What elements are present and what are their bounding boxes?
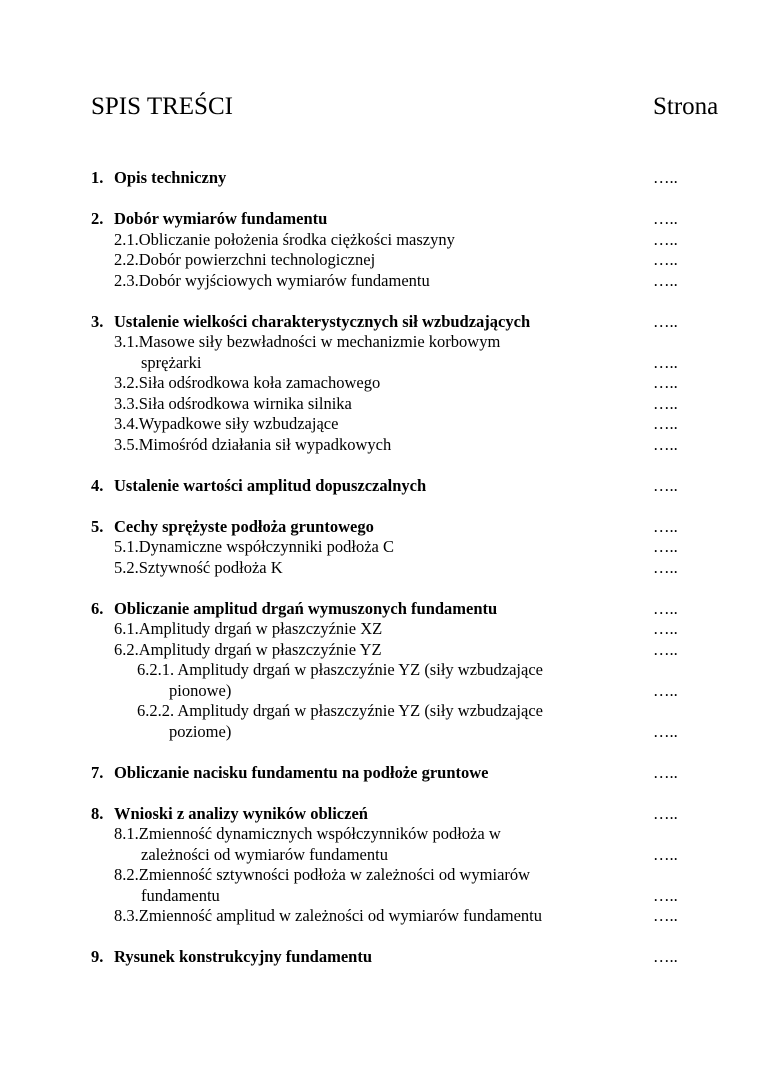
section-number: 2.	[91, 209, 104, 228]
toc-subsection-line	[0, 271, 760, 292]
page-number-placeholder: …..	[653, 229, 678, 249]
subsection-title: 3.2.Siła odśrodkowa koła zamachowego	[114, 373, 381, 392]
toc-subsection-line	[0, 640, 760, 661]
page-number-placeholder: …..	[653, 844, 678, 864]
toc-subsection-line	[0, 435, 760, 456]
section-title: Ustalenie wartości amplitud dopuszczalnych	[114, 475, 427, 495]
toc-section	[0, 312, 760, 456]
table-of-contents	[0, 168, 760, 988]
toc-section-heading	[0, 947, 760, 968]
subsection-title: 6.1.Amplitudy drgań w płaszczyźnie XZ	[114, 619, 383, 638]
page-number-placeholder: …..	[653, 352, 678, 372]
subsection-title: 2.2.Dobór powierzchni technologicznej	[114, 250, 376, 269]
page-number-placeholder: …..	[653, 537, 678, 556]
page-number-placeholder: …..	[653, 475, 678, 495]
section-number: 1.	[91, 168, 104, 187]
page-title: SPIS TREŚCI	[91, 93, 233, 120]
toc-section	[0, 209, 760, 291]
toc-section	[0, 476, 760, 497]
subsection-title: 2.1.Obliczanie położenia środka ciężkości maszyny	[114, 229, 455, 249]
page-column-header: Strona	[653, 93, 719, 120]
page-number-placeholder: …..	[653, 311, 678, 331]
section-title: Dobór wymiarów fundamentu	[114, 209, 328, 228]
section-number: 7.	[91, 762, 104, 782]
subsubsection-title: pionowe)	[169, 680, 232, 700]
toc-subsection-line	[0, 824, 760, 845]
subsection-title: 3.3.Siła odśrodkowa wirnika silnika	[114, 393, 352, 413]
section-number: 8.	[91, 803, 104, 823]
section-title: Obliczanie nacisku fundamentu na podłoże gruntowe	[114, 762, 489, 782]
subsection-title: 2.3.Dobór wyjściowych wymiarów fundamentu	[114, 270, 430, 290]
toc-subsection-line	[0, 230, 760, 251]
subsection-title: 5.2.Sztywność podłoża K	[114, 557, 283, 577]
subsection-title: zależności od wymiarów fundamentu	[141, 844, 388, 864]
section-number: 3.	[91, 311, 104, 331]
subsection-title: 3.4.Wypadkowe siły wzbudzające	[114, 414, 339, 433]
subsection-title: 5.1.Dynamiczne współczynniki podłoża C	[114, 537, 394, 556]
page-number-placeholder: …..	[653, 557, 678, 577]
section-number: 6.	[91, 598, 104, 618]
toc-subsection-line	[0, 865, 760, 886]
toc-subsection-line	[0, 250, 760, 271]
toc-subsection-line	[0, 537, 760, 558]
page-number-placeholder: …..	[653, 906, 678, 925]
section-title: Rysunek konstrukcyjny fundamentu	[114, 947, 372, 966]
toc-subsection-line	[0, 394, 760, 415]
toc-subsection-line	[0, 332, 760, 353]
toc-subsection-line	[0, 845, 760, 866]
toc-subsubsection-line	[0, 701, 760, 722]
toc-section	[0, 763, 760, 784]
page-number-placeholder: …..	[653, 803, 678, 823]
page-number-placeholder: …..	[653, 598, 678, 618]
toc-section	[0, 599, 760, 743]
page-number-placeholder: …..	[653, 270, 678, 290]
subsection-title: 8.3.Zmienność amplitud w zależności od wymiarów fundamentu	[114, 906, 542, 925]
page-number-placeholder: …..	[653, 414, 678, 433]
subsection-title: fundamentu	[141, 885, 220, 905]
toc-section	[0, 947, 760, 968]
subsubsection-title: 6.2.2. Amplitudy drgań w płaszczyźnie YZ (siły wzbudzające	[137, 701, 543, 720]
toc-subsubsection-line	[0, 660, 760, 681]
page-number-placeholder: …..	[653, 168, 678, 187]
subsection-title: 3.5.Mimośród działania sił wypadkowych	[114, 434, 392, 454]
page-number-placeholder: …..	[653, 516, 678, 536]
subsubsection-title: 6.2.1. Amplitudy drgań w płaszczyźnie YZ (siły wzbudzające	[137, 660, 543, 679]
toc-subsection-line	[0, 886, 760, 907]
toc-subsection-line	[0, 558, 760, 579]
page-number-placeholder: …..	[653, 250, 678, 269]
subsubsection-title: poziome)	[169, 721, 232, 741]
toc-section	[0, 804, 760, 927]
page-number-placeholder: …..	[653, 885, 678, 905]
page-number-placeholder: …..	[653, 373, 678, 392]
section-number: 5.	[91, 516, 104, 536]
subsection-title: 8.2.Zmienność sztywności podłoża w zależności od wymiarów	[114, 865, 531, 884]
section-title: Opis techniczny	[114, 168, 227, 187]
page-number-placeholder: …..	[653, 639, 678, 659]
toc-section-heading	[0, 804, 760, 825]
section-title: Cechy sprężyste podłoża gruntowego	[114, 516, 374, 536]
toc-section-heading	[0, 476, 760, 497]
page-number-placeholder: …..	[653, 947, 678, 966]
toc-section-heading	[0, 168, 760, 189]
subsection-title: 8.1.Zmienność dynamicznych współczynników podłoża w	[114, 824, 501, 843]
toc-subsection-line	[0, 906, 760, 927]
section-title: Ustalenie wielkości charakterystycznych sił wzbudzających	[114, 311, 531, 331]
toc-subsection-line	[0, 619, 760, 640]
toc-subsection-line	[0, 373, 760, 394]
toc-section-heading	[0, 517, 760, 538]
page-number-placeholder: …..	[653, 680, 678, 700]
page-number-placeholder: …..	[653, 762, 678, 782]
section-number: 9.	[91, 947, 104, 966]
page-number-placeholder: …..	[653, 209, 678, 228]
toc-subsubsection-line	[0, 681, 760, 702]
subsection-title: 6.2.Amplitudy drgań w płaszczyźnie YZ	[114, 639, 382, 659]
toc-section-heading	[0, 599, 760, 620]
toc-subsubsection-line	[0, 722, 760, 743]
toc-subsection-line	[0, 353, 760, 374]
page-number-placeholder: …..	[653, 434, 678, 454]
toc-section-heading	[0, 763, 760, 784]
toc-subsection-line	[0, 414, 760, 435]
section-title: Wnioski z analizy wyników obliczeń	[114, 803, 368, 823]
subsection-title: 3.1.Masowe siły bezwładności w mechanizmie korbowym	[114, 332, 501, 351]
section-title: Obliczanie amplitud drgań wymuszonych fundamentu	[114, 598, 498, 618]
section-number: 4.	[91, 475, 104, 495]
page-number-placeholder: …..	[653, 721, 678, 741]
page-number-placeholder: …..	[653, 619, 678, 638]
toc-section-heading	[0, 209, 760, 230]
subsection-title: sprężarki	[141, 352, 202, 372]
toc-section	[0, 517, 760, 579]
page-number-placeholder: …..	[653, 393, 678, 413]
toc-section-heading	[0, 312, 760, 333]
toc-section	[0, 168, 760, 189]
